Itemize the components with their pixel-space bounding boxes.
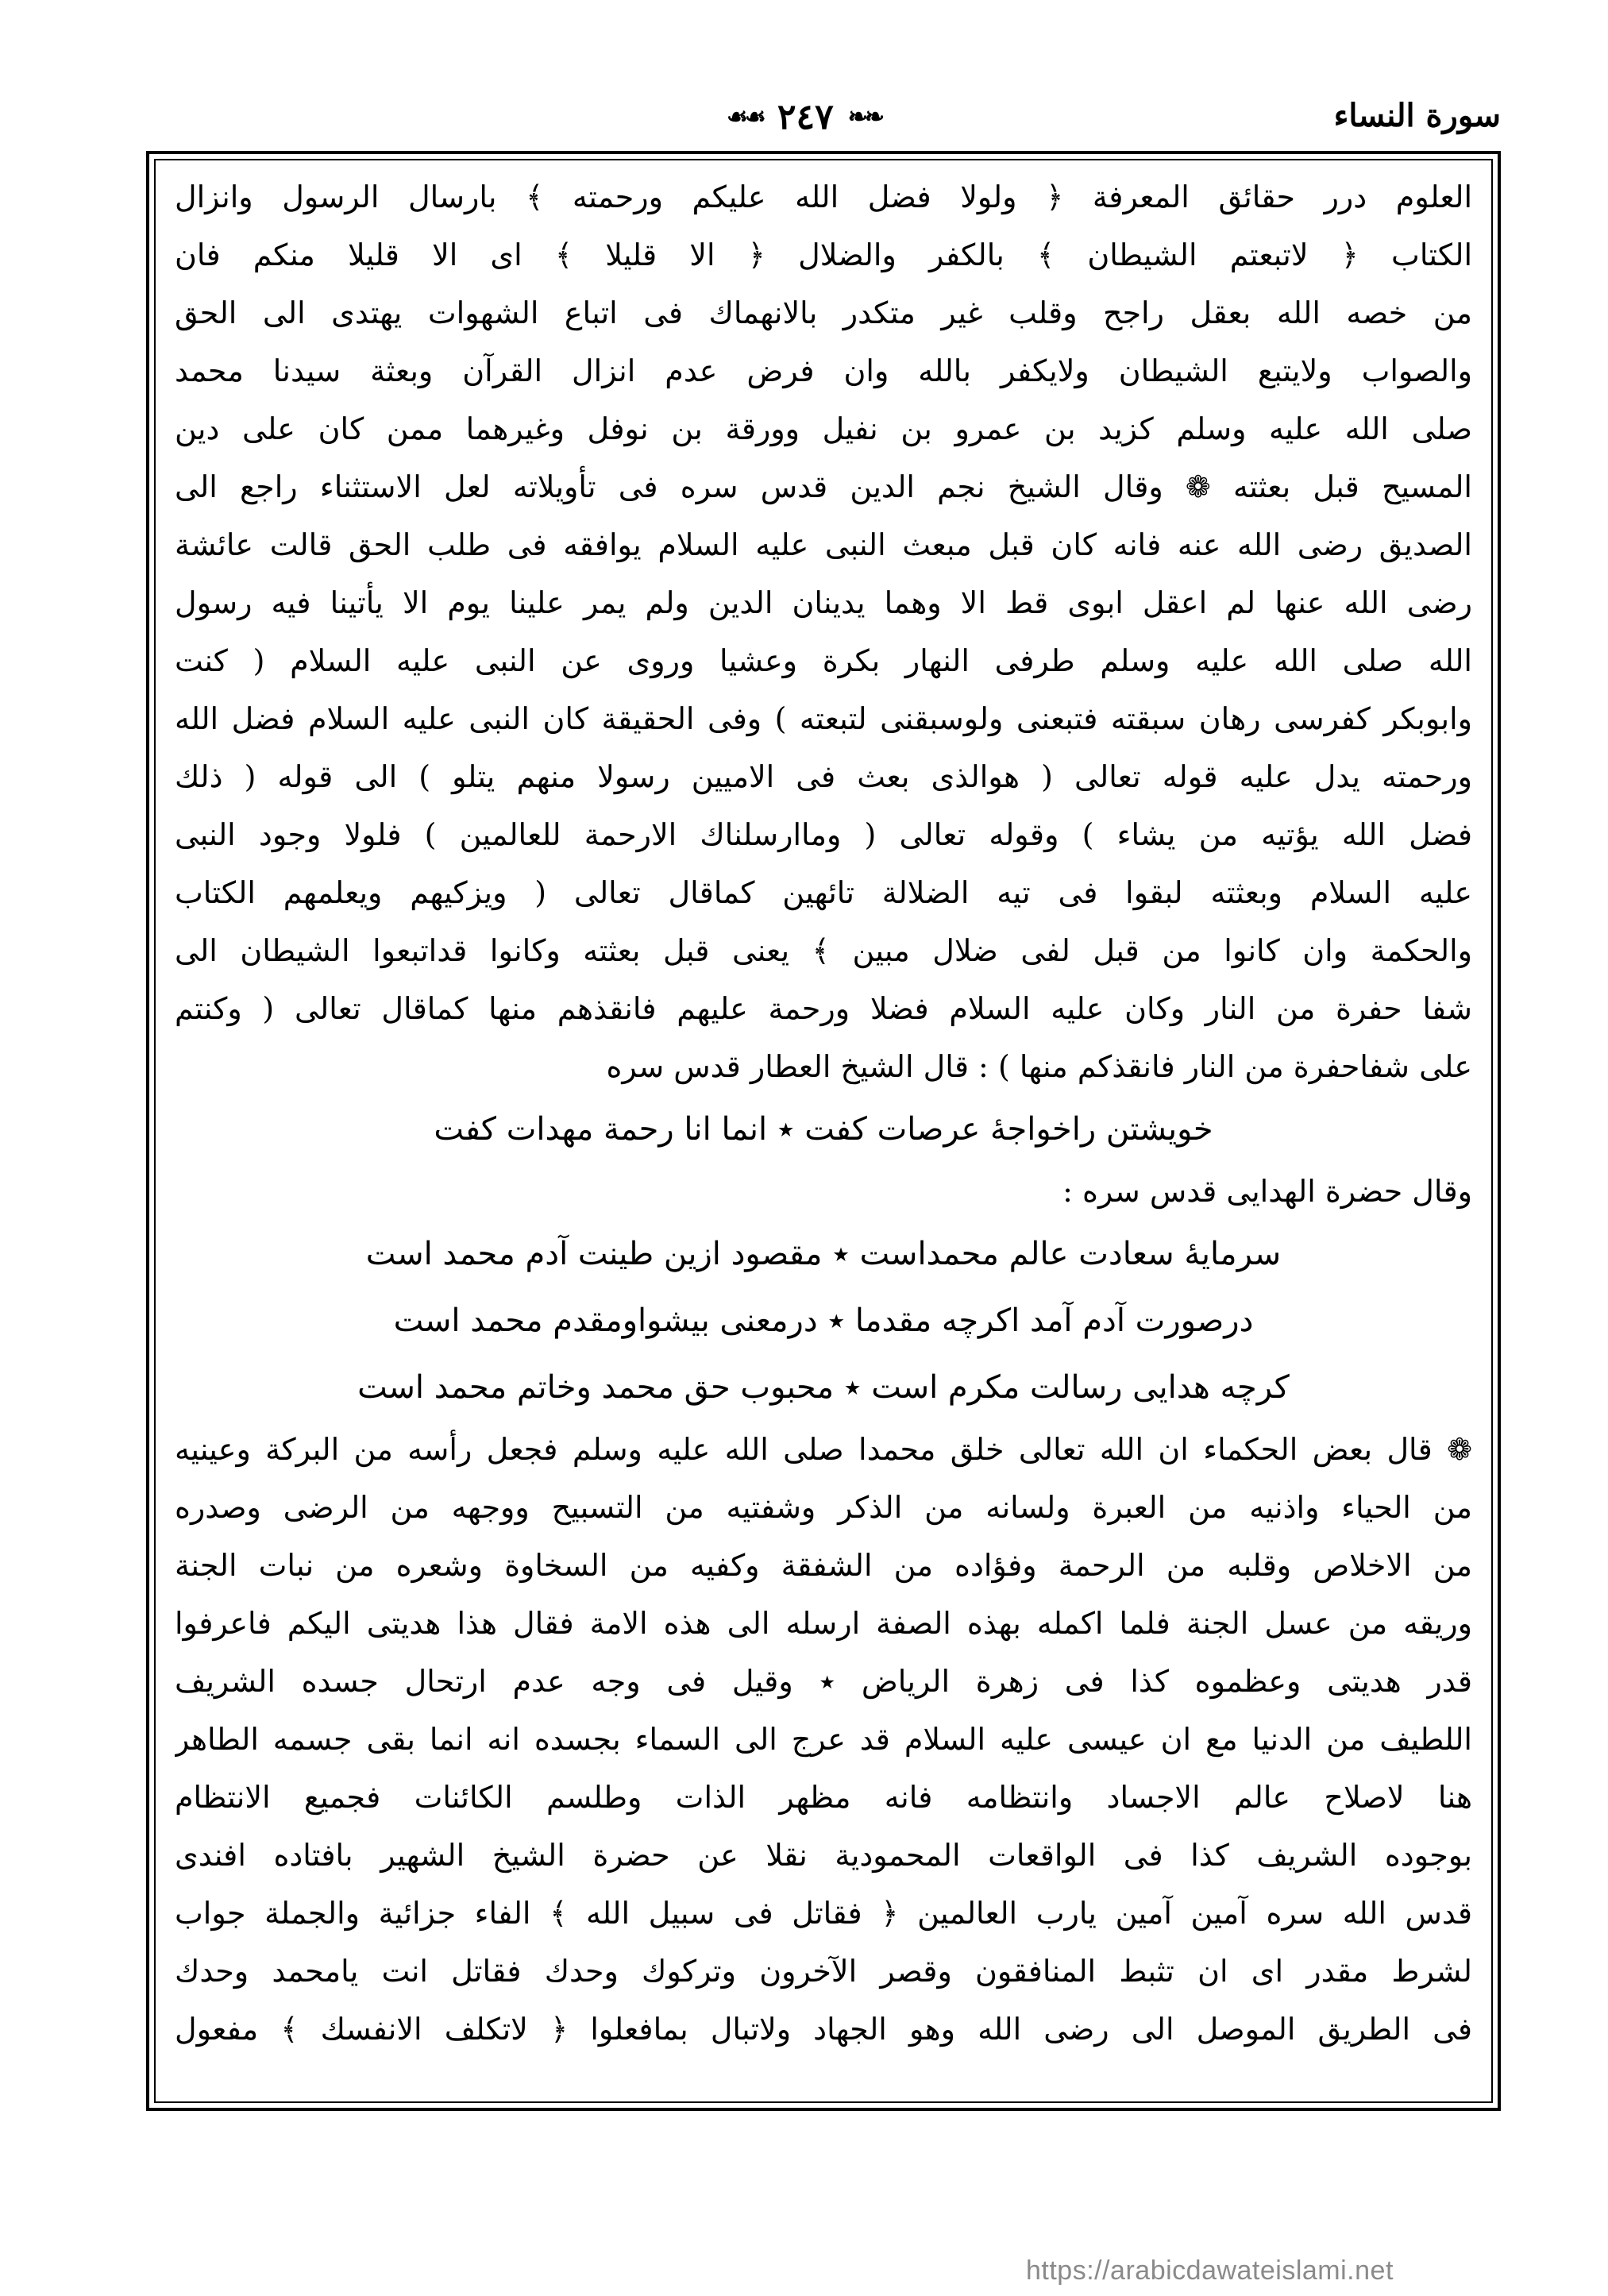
text-line: الصديق رضى الله عنه فانه كان قبل مبعث النبى عليه السلام يوافقه فى طلب الحق قالت عائشة — [175, 527, 1472, 562]
verse-line: سرمايهٔ سعادت عالم محمداست ٭ مقصود ازين طينت آدم محمد است — [365, 1236, 1282, 1272]
text-line: الله صلى الله عليه وسلم طرفى النهار بكرة وعشيا وروى عن النبى عليه السلام ( كنت — [175, 643, 1472, 678]
text-line: لشرط مقدر اى ان تثبط المنافقون وقصر الآخرون وتركوك وحدك فقاتل انت يامحمد وحدك — [175, 1954, 1472, 1989]
verse-line: خويشتن راخواجهٔ عرصات كفت ٭ انما انا رحمة مهدات كفت — [434, 1111, 1213, 1148]
text-line: والحكمة وان كانوا من قبل لفى ضلال مبين ﴾ يعنى قبل بعثته وكانوا قداتبعوا الشيطان الى — [175, 933, 1472, 968]
text-line: قدر هديتى وعظموه كذا فى زهرة الرياض ٭ وقيل فى وجه عدم ارتحال جسده الشريف — [175, 1664, 1472, 1699]
text-line: فى الطريق الموصل الى رضى الله وهو الجهاد ولاتبال بمافعلوا ﴿ لاتكلف الانفسك ﴾ مفعول — [175, 2012, 1472, 2047]
verse-intro: وقال حضرة الهدايى قدس سره : — [1062, 1174, 1472, 1209]
text-line: رضى الله عنها لم اعقل ابوى قط الا وهما يدينان الدين ولم يمر علينا يوم الا يأتينا فيه رسول — [175, 585, 1472, 620]
text-line: وابوبكر كفرسى رهان سبقته فتبعنى ولوسبقنى لتبعته ) وفى الحقيقة كان النبى عليه السلام فضل الله — [175, 701, 1472, 736]
page-number: ٢٤٧ — [777, 97, 834, 137]
text-line: من الحياء واذنيه من العبرة ولسانه من الذكر وشفتيه من التسبيح ووجهه من الرضى وصدره — [175, 1490, 1472, 1525]
text-line: من الاخلاص وقلبه من الرحمة وفؤاده من الشفقة وكفيه من السخاوة وشعره من نبات الجنة — [175, 1548, 1472, 1583]
text-line: على شفاحفرة من النار فانقذكم منها ) : قال الشيخ العطار قدس سره — [606, 1049, 1472, 1084]
main-text — [175, 168, 1472, 2059]
ornament-right-icon: ❧❧ — [847, 103, 881, 131]
text-line: الكتاب ﴿ لاتبعتم الشيطان ﴾ بالكفر والضلال ﴿ الا قليلا ﴾ اى الا قليلا منكم فان — [175, 237, 1472, 272]
ornament-left-icon: ☙☙ — [727, 103, 763, 131]
text-line: المسيح قبل بعثته ❁ وقال الشيخ نجم الدين قدس سره فى تأويلاته لعل الاستثناء راجع الى — [175, 469, 1472, 504]
text-line: وريقه من عسل الجنة فلما اكمله بهذه الصفة ارسله الى هذه الامة فقال هذا هديتى اليكم فاعرفوا — [175, 1606, 1472, 1641]
text-line: من خصه الله بعقل راجح وقلب غير متكدر بالانهماك فى اتباع الشهوات يهتدى الى الحق — [175, 295, 1472, 330]
text-line: قدس الله سره آمين آمين يارب العالمين ﴿ فقاتل فى سبيل الله ﴾ الفاء جزائية والجملة جواب — [175, 1896, 1472, 1931]
text-line: العلوم درر حقائق المعرفة ﴿ ولولا فضل الله عليكم ورحمته ﴾ بارسال الرسول وانزال — [175, 179, 1472, 214]
page-number-group — [727, 97, 881, 137]
verse-line: درصورت آدم آمد اكرچه مقدما ٭ درمعنى بيشواومقدم محمد است — [393, 1302, 1254, 1339]
text-line: ❁ قال بعض الحكماء ان الله تعالى خلق محمدا صلى الله عليه وسلم فجعل رأسه من البركة وعينيه — [175, 1432, 1472, 1467]
page-header — [152, 97, 1501, 137]
text-line: اللطيف من الدنيا مع ان عيسى عليه السلام قد عرج الى السماء بجسده انه انما بقى جسمه الطاهر — [175, 1722, 1472, 1757]
verse-line: كرچه هدايى رسالت مكرم است ٭ محبوب حق محمد وخاتم محمد است — [357, 1369, 1290, 1406]
text-line: عليه السلام وبعثته لبقوا فى تيه الضلالة تائهين كماقال تعالى ( ويزكيهم ويعلمهم الكتاب — [175, 875, 1472, 910]
source-watermark: https://arabicdawateislami.net — [1026, 2255, 1394, 2286]
text-line: صلى الله عليه وسلم كزيد بن عمرو بن نفيل وورقة بن نوفل وغيرهما ممن كان على دين — [175, 411, 1472, 446]
text-line: فضل الله يؤتيه من يشاء ) وقوله تعالى ( وماارسلناك الارحمة للعالمين ) فلولا وجود النبى — [175, 817, 1472, 852]
text-line: والصواب ولايتبع الشيطان ولايكفر بالله وان فرض عدم انزال القرآن وبعثة سيدنا محمد — [175, 353, 1472, 388]
text-line: شفا حفرة من النار وكان عليه السلام فضلا ورحمة عليهم فانقذهم منها كماقال تعالى ( وكنتم — [175, 991, 1472, 1026]
text-line: هنا لاصلاح عالم الاجساد وانتظامه فانه مظهر الذات وطلسم الكائنات فجميع الانتظام — [175, 1780, 1472, 1815]
text-line: ورحمته يدل عليه قوله تعالى ( هوالذى بعث فى الاميين رسولا منهم يتلو ) الى قوله ( ذلك — [175, 759, 1472, 794]
surah-title: سورة النساء — [1333, 97, 1501, 134]
page-frame — [146, 151, 1501, 2111]
text-line: بوجوده الشريف كذا فى الواقعات المحمودية نقلا عن حضرة الشيخ الشهير بافتاده افندى — [175, 1838, 1472, 1873]
